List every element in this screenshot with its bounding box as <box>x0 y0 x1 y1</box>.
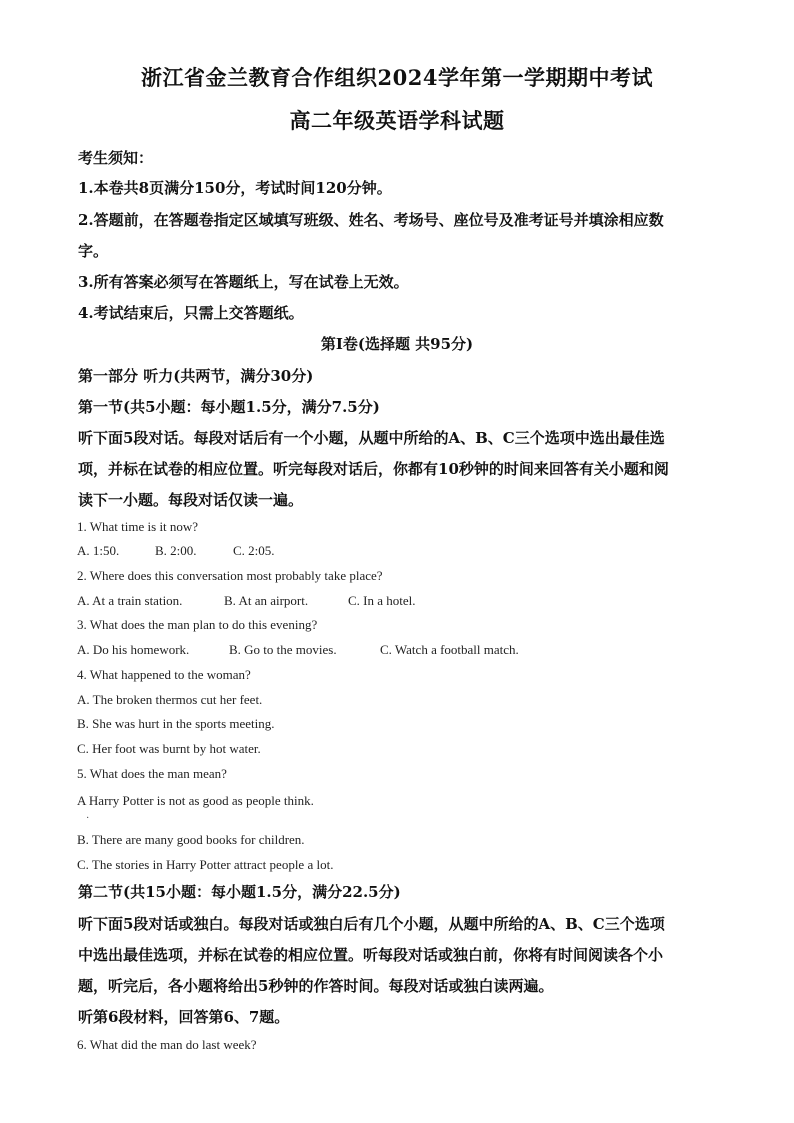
exam-title: 浙江省金兰教育合作组织2024学年第一学期期中考试 <box>141 65 653 90</box>
exam-subtitle: 高二年级英语学科试题 <box>289 108 505 133</box>
question-5-stem: 5. What does the man mean? <box>77 766 227 781</box>
option-a: A. Do his homework. <box>77 642 190 657</box>
section1-instructions-line2: 项，并标在试卷的相应位置。听完每段对话后，你都有10秒钟的时间来回答有关小题和阅 <box>78 460 669 478</box>
notice-item-4: 4.考试结束后，只需上交答题纸。 <box>78 304 304 322</box>
question-5-option-b: B. There are many good books for children. <box>77 832 305 847</box>
question-3-stem: 3. What does the man plan to do this evening? <box>77 617 318 632</box>
option-c: C. Watch a football match. <box>380 642 519 657</box>
question-4-option-a: A. The broken thermos cut her feet. <box>77 692 263 707</box>
option-b: B. At an airport. <box>224 593 309 608</box>
question-6-stem: 6. What did the man do last week? <box>77 1037 257 1052</box>
section2-instructions-line2: 中选出最佳选项，并标在试卷的相应位置。听每段对话或独白前，你将有时间阅读各个小 <box>78 946 664 964</box>
notice-heading: 考生须知： <box>78 149 154 167</box>
question-4-option-c: C. Her foot was burnt by hot water. <box>77 741 261 756</box>
option-b: B. Go to the movies. <box>229 642 337 657</box>
option-c: C. 2:05. <box>233 543 275 558</box>
option-b: B. 2:00. <box>155 543 197 558</box>
notice-item-3: 3.所有答案必须写在答题纸上，写在试卷上无效。 <box>78 273 409 291</box>
notice-item-1: 1.本卷共8页满分150分，考试时间120分钟。 <box>78 179 392 197</box>
option-a: A. 1:50. <box>77 543 120 558</box>
section1-heading: 第一节(共5小题：每小题1.5分，满分7.5分) <box>78 398 380 416</box>
notice-item-2-line2: 字。 <box>78 242 109 260</box>
question-4-stem: 4. What happened to the woman? <box>77 667 251 682</box>
section1-instructions-line3: 读下一小题。每段对话仅读一遍。 <box>78 491 304 509</box>
material-6-instruction: 听第6段材料，回答第6、7题。 <box>78 1008 290 1026</box>
section2-instructions-line1: 听下面5段对话或独白。每段对话或独白后有几个小题，从题中所给的A、B、C三个选项 <box>78 915 665 933</box>
question-1-stem: 1. What time is it now? <box>77 519 199 534</box>
volume-heading: 第Ⅰ卷(选择题 共95分) <box>320 335 474 353</box>
question-5-option-a: A Harry Potter is not as good as people think. <box>77 793 314 808</box>
section2-instructions-line3: 题，听完后，各小题将给出5秒钟的作答时间。每段对话或独白读两遍。 <box>78 977 554 995</box>
notice-item-2-line1: 2.答题前，在答题卷指定区域填写班级、姓名、考场号、座位号及准考证号并填涂相应数 <box>78 211 664 229</box>
section1-instructions-line1: 听下面5段对话。每段对话后有一个小题，从题中所给的A、B、C三个选项中选出最佳选 <box>78 429 665 447</box>
option-a: A. At a train station. <box>77 593 183 608</box>
question-4-option-b: B. She was hurt in the sports meeting. <box>77 716 275 731</box>
option-c: C. In a hotel. <box>348 593 416 608</box>
question-5-option-c: C. The stories in Harry Potter attract people a lot. <box>77 857 334 872</box>
question-2-stem: 2. Where does this conversation most probably take place? <box>77 568 383 583</box>
stray-mark: · <box>86 813 90 824</box>
section2-heading: 第二节(共15小题：每小题1.5分，满分22.5分) <box>78 883 401 901</box>
part1-heading: 第一部分 听力(共两节，满分30分) <box>78 367 314 385</box>
